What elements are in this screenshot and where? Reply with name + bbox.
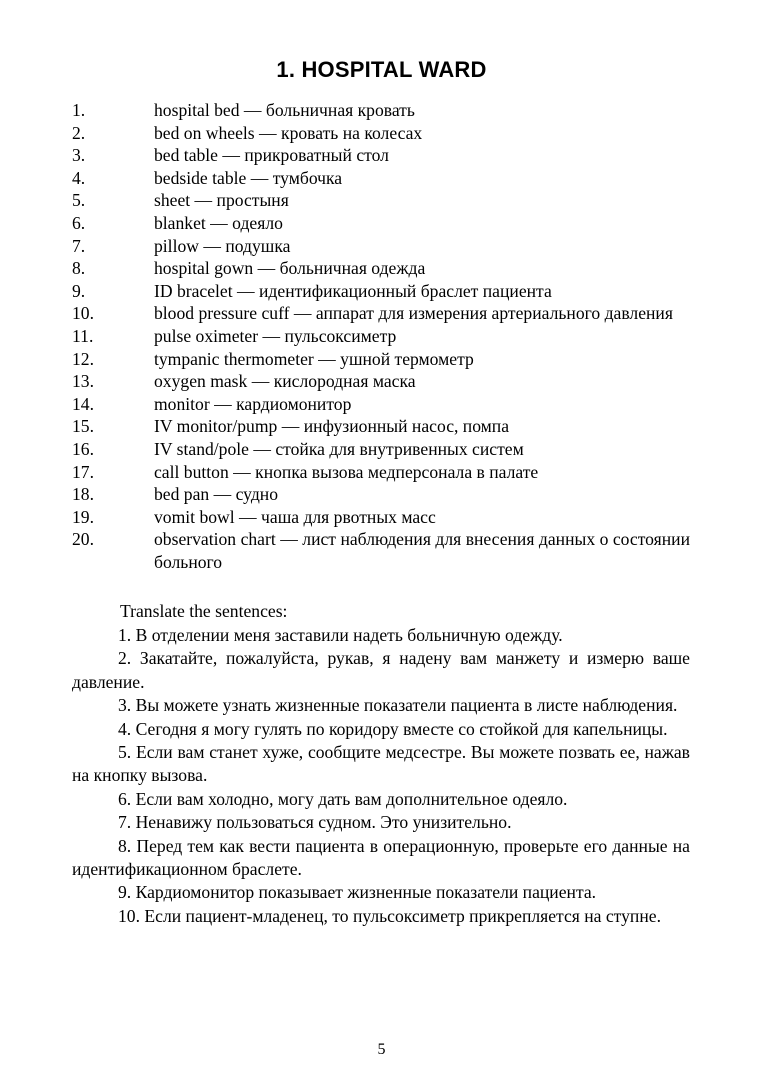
vocabulary-item	[72, 461, 690, 484]
item-number: 4.	[72, 167, 86, 188]
sentence: 6. Если вам холодно, могу дать вам дополнительное одеяло.	[118, 788, 568, 809]
item-text: blood pressure cuff — аппарат для измерения артериального давления	[154, 303, 673, 324]
item-text: bedside table — тумбочка	[154, 167, 343, 188]
vocabulary-item	[72, 235, 690, 258]
item-text: hospital bed — больничная кровать	[154, 100, 415, 120]
item-text: blanket — одеяло	[154, 212, 283, 233]
item-text: pillow — подушка	[154, 235, 291, 256]
sentence: 3. Вы можете узнать жизненные показатели пациента в листе наблюдения.	[118, 695, 678, 716]
item-number: 10.	[72, 303, 94, 324]
sentence: 7. Ненавижу пользоваться судном. Это унизительно.	[118, 812, 512, 833]
item-text: pulse oximeter — пульсоксиметр	[154, 325, 397, 346]
vocabulary-item	[72, 302, 690, 325]
item-number: 15.	[72, 416, 94, 437]
item-number: 9.	[72, 280, 86, 301]
vocabulary-item	[72, 99, 690, 122]
item-number: 8.	[72, 258, 86, 279]
item-text: tympanic thermometer — ушной термометр	[154, 348, 474, 369]
item-text: monitor — кардиомонитор	[154, 393, 352, 414]
vocabulary-item	[72, 325, 690, 348]
item-number: 11.	[72, 325, 94, 346]
item-text: bed on wheels — кровать на колесах	[154, 122, 423, 143]
sentence: 1. В отделении меня заставили надеть больничную одежду.	[118, 625, 563, 645]
vocabulary-item	[72, 506, 690, 529]
item-number: 19.	[72, 506, 94, 527]
item-number: 16.	[72, 438, 94, 459]
vocabulary-item	[72, 144, 690, 167]
sentence: 4. Сегодня я могу гулять по коридору вместе со стойкой для капельницы.	[118, 718, 668, 739]
item-text: hospital gown — больничная одежда	[154, 258, 426, 279]
vocabulary-item	[72, 257, 690, 280]
item-text: bed pan — судно	[154, 484, 279, 505]
translate-heading: Translate the sentences:	[120, 601, 288, 621]
item-number: 13.	[72, 371, 94, 392]
vocabulary-item	[72, 370, 690, 393]
item-text: observation chart — лист наблюдения для внесения данных о состоянии больного	[154, 529, 690, 572]
vocabulary-item	[72, 189, 690, 212]
page-number: 5	[377, 1041, 386, 1058]
sentence: 9. Кардиомонитор показывает жизненные показатели пациента.	[118, 882, 597, 903]
item-text: bed table — прикроватный стол	[154, 145, 389, 166]
item-text: sheet — простыня	[154, 190, 289, 211]
item-text: vomit bowl — чаша для рвотных масс	[154, 506, 436, 527]
sentence: 8. Перед тем как вести пациента в операционную, проверьте его данные на идентификационном браслете.	[72, 835, 690, 880]
vocabulary-item	[72, 122, 690, 145]
item-number: 12.	[72, 348, 94, 369]
item-number: 17.	[72, 461, 94, 482]
vocabulary-item	[72, 438, 690, 461]
vocabulary-item	[72, 393, 690, 416]
item-text: IV stand/pole — стойка для внутривенных систем	[154, 438, 524, 459]
sentence: 10. Если пациент-младенец, то пульсоксиметр прикрепляется на ступне.	[118, 905, 661, 926]
item-number: 18.	[72, 484, 94, 505]
item-number: 6.	[72, 212, 86, 233]
item-text: ID bracelet — идентификационный браслет пациента	[154, 280, 552, 301]
vocabulary-item	[72, 415, 690, 438]
item-number: 14.	[72, 393, 94, 414]
vocabulary-item	[72, 483, 690, 506]
item-number: 2.	[72, 122, 86, 143]
item-number: 20.	[72, 529, 94, 550]
item-text: call button — кнопка вызова медперсонала в палате	[154, 461, 539, 482]
vocabulary-list	[72, 99, 690, 573]
item-number: 3.	[72, 145, 86, 166]
vocabulary-item	[72, 348, 690, 371]
item-number: 1.	[72, 100, 86, 120]
vocabulary-item	[72, 528, 690, 573]
page-title: 1. HOSPITAL WARD	[276, 57, 487, 82]
vocabulary-item	[72, 212, 690, 235]
sentence: 2. Закатайте, пожалуйста, рукав, я надену вам манжету и измерю ваше давление.	[72, 648, 690, 692]
sentence: 5. Если вам станет хуже, сообщите медсестре. Вы можете позвать ее, нажав на кнопку вызова.	[72, 742, 690, 786]
vocabulary-item	[72, 167, 690, 190]
sentences-list	[72, 624, 690, 928]
item-text: IV monitor/pump — инфузионный насос, помпа	[154, 416, 510, 437]
item-number: 5.	[72, 190, 86, 211]
vocabulary-item	[72, 280, 690, 303]
item-text: oxygen mask — кислородная маска	[154, 371, 416, 392]
item-number: 7.	[72, 235, 86, 256]
